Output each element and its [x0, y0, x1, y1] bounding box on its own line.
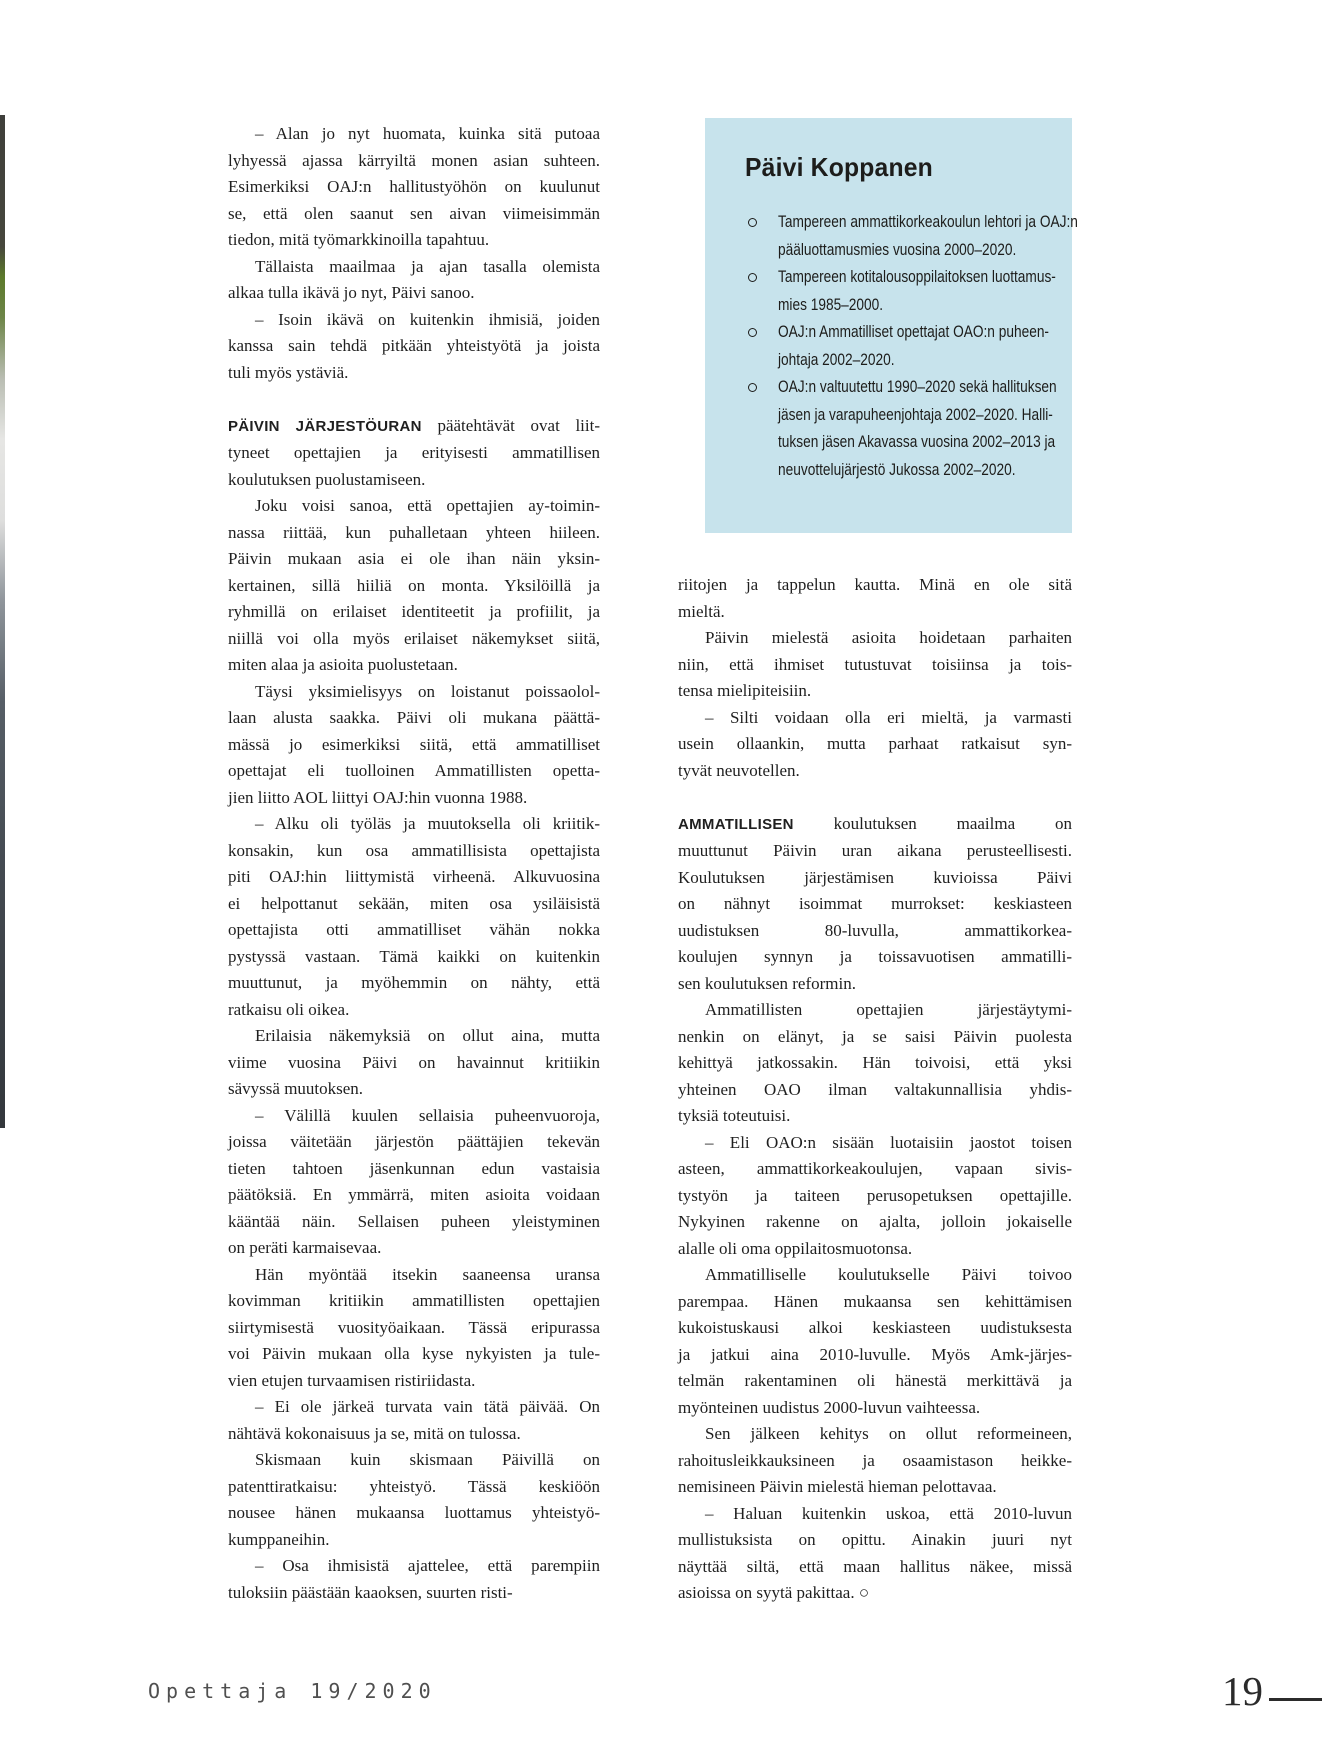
paragraph	[678, 572, 1072, 625]
text-line: Esimerkiksi OAJ:n hallitustyöhön on kuulunut	[228, 177, 600, 196]
text-line: – Isoin ikävä on kuitenkin ihmisiä, joiden	[255, 309, 600, 329]
article-column-right	[678, 572, 1072, 1607]
paragraph	[228, 1553, 600, 1606]
fact-box-line: neuvottelujärjestö Jukossa 2002–2020.	[778, 460, 1016, 479]
paragraph	[678, 1262, 1072, 1421]
text-line: on peräti karmaisevaa.	[228, 1238, 382, 1257]
text-line: tuloksiin päästään kaaoksen, suurten risti-	[228, 1582, 513, 1602]
text-line: AMMATILLISEN koulutuksen maailma on	[678, 813, 1072, 833]
paragraph	[228, 121, 600, 254]
text-line: kertainen, sillä hiiliä on monta. Yksilöillä ja	[228, 575, 600, 595]
text-line: uudistuksen 80-luvulla, ammattikorkea-	[678, 920, 1072, 940]
page-number-rule	[1269, 1698, 1322, 1701]
text-line: nousee hänen mukaansa luottamus yhteistyö-	[228, 1503, 600, 1522]
text-line: Päivin mielestä asioita hoidetaan parhaiten	[705, 628, 1072, 647]
text-line: kovimman kritiikin ammatillisten opettajien	[228, 1291, 600, 1310]
text-line: rahoitusleikkauksineen ja osaamistason heikke-	[678, 1450, 1072, 1470]
paragraph	[678, 705, 1072, 785]
paragraph	[228, 1103, 600, 1262]
text-line: mieltä.	[678, 601, 725, 621]
text-line: – Ei ole järkeä turvata vain tätä päivää. On	[255, 1397, 600, 1416]
text-line: tyksiä toteutuisi.	[678, 1106, 791, 1125]
section-lead: PÄIVIN JÄRJESTÖURAN	[228, 417, 422, 435]
text-line: alalle oli oma oppilaitosmuotonsa.	[678, 1238, 913, 1258]
text-line: kehittyä jatkossakin. Hän toivoisi, että yksi	[678, 1053, 1072, 1072]
text-line: Päivin mukaan asia ei ole ihan näin yksin-	[228, 549, 600, 568]
text-line: usein ollaankin, mutta parhaat ratkaisut syn-	[678, 734, 1072, 753]
text-line: sen koulutuksen reformin.	[678, 973, 856, 993]
paragraph	[228, 254, 600, 307]
text-line: tystyön ja taiteen perusopetuksen opettajille.	[678, 1185, 1072, 1205]
text-line: nemisineen Päivin mielestä hieman pelottavaa.	[678, 1477, 997, 1496]
text-line: kanssa sain tehdä pitkään yhteistyötä ja joista	[228, 336, 600, 355]
text-line: – Haluan kuitenkin uskoa, että 2010-luvun	[705, 1503, 1072, 1523]
fact-box-line: OAJ:n Ammatilliset opettajat OAO:n puheen-	[778, 323, 1049, 341]
text-line: niillä voi olla myös erilaiset näkemykset siitä,	[228, 628, 600, 648]
text-line: opettajista otti ammatilliset vähän nokka	[228, 920, 600, 939]
text-line: niin, että ihmiset tutustuvat toisiinsa ja tois-	[678, 654, 1072, 674]
text-line: nähtävä kokonaisuus ja se, mitä on tulossa.	[228, 1423, 521, 1443]
text-line: on nähnyt isoimmat murrokset: keskiasteen	[678, 894, 1072, 913]
fact-box-line: tuksen jäsen Akavassa vuosina 2002–2013 ja	[778, 433, 1056, 451]
text-line: nenkin on elänyt, ja se saisi Päivin puolesta	[678, 1026, 1072, 1046]
text-line: muuttunut Päivin uran aikana perusteellisesti.	[678, 841, 1072, 860]
text-line: päätöksiä. En ymmärrä, miten asioita voidaan	[228, 1185, 600, 1204]
text-line: voi Päivin mukaan olla kyse nykyisten ja tule-	[228, 1344, 600, 1363]
footer-magazine-issue: Opettaja 19/2020	[148, 1679, 437, 1703]
fact-box-item-list	[745, 209, 1078, 484]
text-line: myönteinen uudistus 2000-luvun vaihteessa.	[678, 1397, 981, 1417]
text-line: kääntää näin. Sellaisen puheen yleistyminen	[228, 1211, 600, 1231]
paragraph	[678, 997, 1072, 1130]
text-line: Ammatilliselle koulutukselle Päivi toivoo	[705, 1265, 1072, 1284]
paragraph	[678, 1421, 1072, 1501]
section-lead: AMMATILLISEN	[678, 815, 794, 833]
text-line: kukoistuskausi alkoi keskiasteen uudistuksesta	[678, 1318, 1072, 1337]
paragraph	[228, 1394, 600, 1447]
paragraph	[228, 811, 600, 1023]
text-line: muuttunut, ja myöhemmin on nähty, että	[228, 973, 600, 992]
text-line: Joku voisi sanoa, että opettajien ay-toimin-	[255, 496, 600, 515]
paragraph	[228, 1447, 600, 1553]
text-line: – Osa ihmisistä ajattelee, että parempiin	[255, 1556, 600, 1575]
text-line: joissa väitetään järjestön päättäjien tekevän	[228, 1132, 600, 1151]
text-line: Täysi yksimielisyys on loistanut poissaolol-	[255, 681, 600, 701]
text-line: laan alusta saakka. Päivi oli mukana päättä-	[228, 708, 600, 727]
text-line: koulutuksen puolustamiseen.	[228, 469, 426, 489]
fact-box-item	[745, 374, 1057, 484]
circle-bullet-icon	[748, 218, 757, 227]
text-line: jien liitto AOL liittyi OAJ:hin vuonna 1988.	[228, 787, 528, 807]
paragraph	[228, 1262, 600, 1395]
fact-box-title: Päivi Koppanen	[745, 152, 933, 182]
text-line: Sen jälkeen kehitys on ollut reformeineen,	[705, 1424, 1072, 1443]
paragraph	[228, 679, 600, 812]
text-line: viime vuosina Päivi on havainnut kritiikin	[228, 1052, 600, 1072]
text-line: Skismaan kuin skismaan Päivillä on	[255, 1450, 600, 1469]
text-line: tiedon, mitä työmarkkinoilla tapahtuu.	[228, 230, 490, 249]
text-line: nassa riittää, kun puhalletaan yhteen hiileen.	[228, 522, 600, 542]
paragraph	[228, 1023, 600, 1103]
text-line: sävyssä muutoksen.	[228, 1079, 364, 1098]
fact-box-line: Tampereen ammattikorkeakoulun lehtori ja OAJ:n	[778, 213, 1078, 231]
text-line: piti OAJ:hin liittymistä virheenä. Alkuvuosina	[228, 867, 600, 886]
text-line: mässä jo esimerkiksi siitä, että ammatilliset	[228, 734, 600, 754]
text-line: asioissa on syytä pakittaa. ○	[678, 1583, 870, 1602]
fact-box-line: OAJ:n valtuutettu 1990–2020 sekä hallituksen	[778, 378, 1057, 396]
text-line: vien etujen turvaamisen ristiriidasta.	[228, 1370, 476, 1390]
fact-box-item	[745, 209, 1078, 264]
text-line: yhteinen OAO ilman valtakunnallisia yhdis-	[678, 1079, 1072, 1099]
text-line: miten alaa ja asioita puolustetaan.	[228, 655, 458, 674]
text-line: ratkaisu oli oikea.	[228, 999, 350, 1019]
text-line: – Eli OAO:n sisään luotaisiin jaostot toisen	[705, 1132, 1072, 1152]
text-line: Tällaista maailmaa ja ajan tasalla olemista	[255, 256, 600, 276]
text-line: Nykyinen rakenne on ajalta, jolloin jokaiselle	[678, 1212, 1072, 1231]
text-line: ryhmillä on erilaiset identiteetit ja profiilit, ja	[228, 602, 600, 621]
circle-bullet-icon	[748, 328, 757, 337]
photo-edge-strip	[0, 115, 5, 1128]
text-line: tuli myös ystäviä.	[228, 362, 349, 382]
fact-box-line: johtaja 2002–2020.	[778, 350, 895, 369]
fact-box-item	[745, 264, 1056, 319]
fact-box-line: jäsen ja varapuheenjohtaja 2002–2020. Halli-	[778, 405, 1053, 424]
text-line: parempaa. Hänen mukaansa sen kehittämisen	[678, 1291, 1072, 1311]
text-line: tyvät neuvotellen.	[678, 760, 800, 780]
text-line: tieten tahtoen jäsenkunnan edun vastaisia	[228, 1158, 600, 1178]
article-column-left	[228, 121, 600, 1606]
text-line: lyhyessä ajassa kärryiltä monen asian suhteen.	[228, 150, 600, 170]
text-line: kumppaneihin.	[228, 1529, 330, 1549]
text-line: mullistuksista on opittu. Ainakin juuri nyt	[678, 1530, 1072, 1549]
paragraph	[228, 413, 600, 494]
text-line: Ammatillisten opettajien järjestäytymi-	[705, 1000, 1072, 1019]
text-line: tensa mielipiteisiin.	[678, 681, 812, 700]
paragraph	[228, 307, 600, 387]
text-line: Hän myöntää itsekin saaneensa uransa	[255, 1264, 600, 1284]
text-line: – Alan jo nyt huomata, kuinka sitä putoaa	[255, 124, 600, 143]
fact-box-line: mies 1985–2000.	[778, 295, 884, 314]
paragraph	[228, 493, 600, 679]
fact-box-line: pääluottamusmies vuosina 2000–2020.	[778, 240, 1017, 259]
paragraph	[678, 811, 1072, 998]
text-line: patenttiratkaisu: yhteistyö. Tässä keskiöön	[228, 1476, 600, 1496]
text-line: ja jatkui aina 2010-luvulle. Myös Amk-järjes-	[678, 1344, 1072, 1364]
text-line: ei helpottanut sekään, miten osa ysiläisistä	[228, 893, 600, 913]
text-line: tyneet opettajien ja erityisesti ammatillisen	[228, 443, 600, 462]
text-line: Erilaisia näkemyksiä on ollut aina, mutta	[255, 1026, 600, 1045]
fact-box-item	[745, 319, 1048, 374]
text-line: PÄIVIN JÄRJESTÖURAN päätehtävät ovat liit-	[228, 415, 600, 435]
text-line: – Silti voidaan olla eri mieltä, ja varmasti	[705, 707, 1072, 727]
text-line: asteen, ammattikorkeakoulujen, vapaan sivis-	[678, 1159, 1072, 1178]
text-line: telmän rakentaminen oli hänestä merkittävä ja	[678, 1371, 1072, 1390]
text-line: pystyssä vastaan. Tämä kaikki on kuitenkin	[228, 946, 600, 966]
text-line: konsakin, kun osa ammatillisista opettajista	[228, 840, 600, 860]
text-line: siirtymisestä vuosityöaikaan. Tässä eripurassa	[228, 1317, 600, 1337]
paragraph	[678, 1501, 1072, 1607]
text-line: se, että olen saanut sen aivan viimeisimmän	[228, 203, 600, 223]
text-line: – Alku oli työläs ja muutoksella oli kriitik-	[255, 814, 600, 833]
text-line: – Välillä kuulen sellaisia puheenvuoroja,	[255, 1105, 600, 1125]
text-line: Koulutuksen järjestämisen kuvioissa Päivi	[678, 867, 1072, 887]
fact-box-line: Tampereen kotitalousoppilaitoksen luottamus-	[778, 268, 1056, 286]
text-line: koulujen synnyn ja toissavuotisen ammatilli-	[678, 947, 1072, 966]
text-line: opettajat eli tuolloinen Ammatillisten opetta-	[228, 761, 600, 780]
text-line: riitojen ja tappelun kautta. Minä en ole sitä	[678, 575, 1072, 594]
page-number: 19	[1222, 1668, 1263, 1714]
fact-box	[705, 118, 1078, 533]
text-line: näyttää siltä, että maan hallitus näkee, missä	[678, 1556, 1072, 1576]
paragraph	[678, 1130, 1072, 1263]
circle-bullet-icon	[748, 383, 757, 392]
text-line: alkaa tulla ikävä jo nyt, Päivi sanoo.	[228, 283, 475, 302]
circle-bullet-icon	[748, 273, 757, 282]
paragraph	[678, 625, 1072, 705]
